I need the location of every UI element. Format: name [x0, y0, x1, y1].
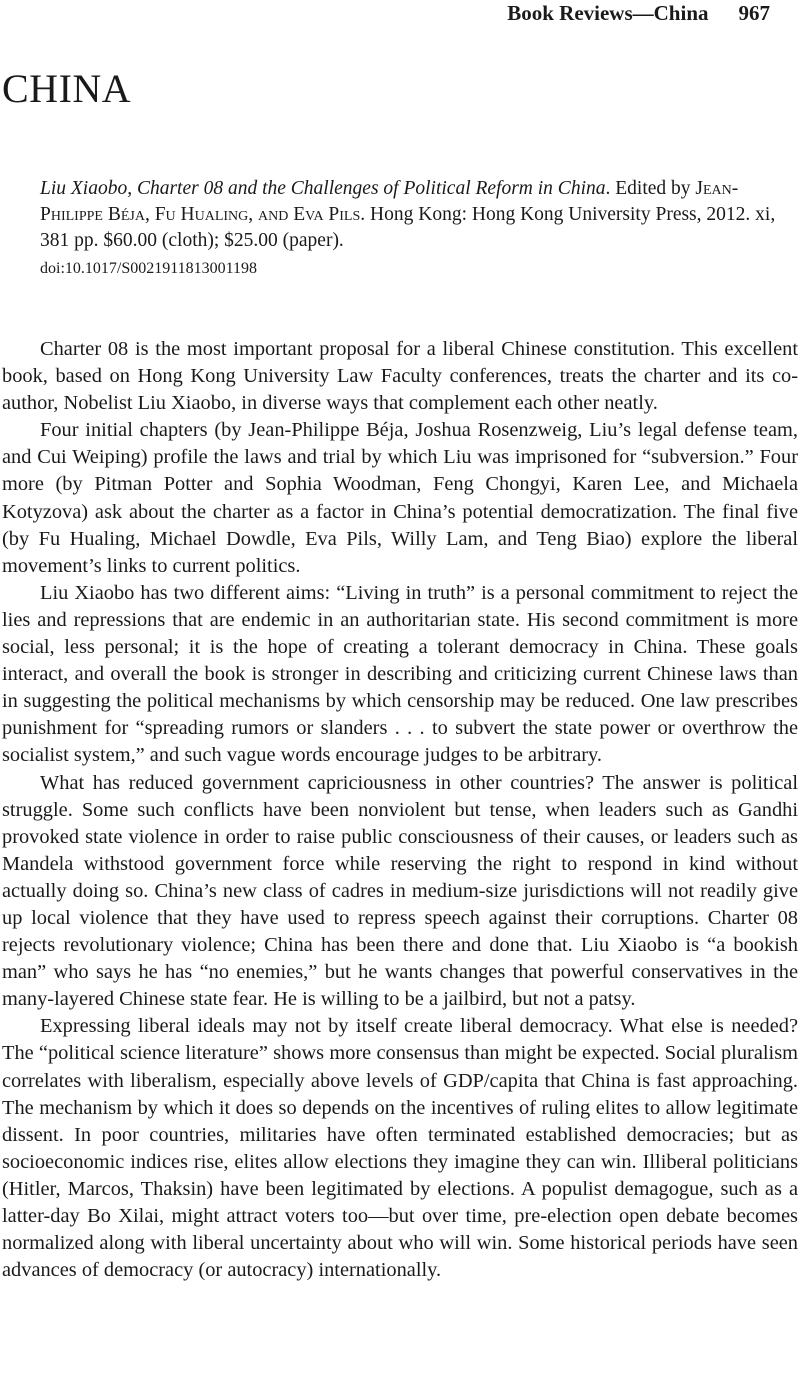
- paragraph: What has reduced government capriciousness in other countries? The answer is political struggle. Some such conflicts have been nonviolent but tense, when leaders such as Gandhi provoked state violence in order to raise public consciousness of their causes, or leaders such as Mandela withstood government force while reserving the right to respond in kind without actually doing so. China’s new class of cadres in medium-size jurisdictions will not readily give up local violence that they have used to repress speech against their corruptions. Charter 08 rejects revolutionary violence; China has been there and done that. Liu Xiaobo is “a bookish man” who says he has “no enemies,” but he wants changes that powerful conservatives in the many-layered Chinese state fear. He is willing to be a jailbird, but not a patsy.: [2, 771, 798, 1011]
- citation-publication: . Hong Kong: Hong Kong University Press, 2012. xi, 381 pp. $60.00 (cloth); $25.00 (paper).: [40, 204, 776, 251]
- citation-editors: Jean-Philippe Béja, Fu Hualing, and Eva Pils: [40, 178, 739, 225]
- paragraph: Liu Xiaobo has two different aims: “Living in truth” is a personal commitment to reject the lies and repressions that are endemic in an authoritarian state. His second commitment is more social, less personal; it is the hope of creating a tolerant democracy in China. These goals interact, and overall the book is stronger in describing and criticizing current Chinese laws than in suggesting the political mechanisms by which censorship may be reduced. One law prescribes punishment for “spreading rumors or slanders . . . to subvert the state power or overthrow the socialist system,” and such vague words encourage judges to be arbitrary.: [2, 581, 798, 767]
- paragraph: Four initial chapters (by Jean-Philippe Béja, Joshua Rosenzweig, Liu’s legal defense team, and Cui Weiping) profile the laws and trial by which Liu was imprisoned for “subversion.” Four more (by Pitman Potter and Sophia Woodman, Feng Chongyi, Karen Lee, and Michaela Kotyzova) ask about the charter as a factor in China’s potential democratization. The final five (by Fu Hualing, Michael Dowdle, Eva Pils, Willy Lam, and Teng Biao) explore the liberal movement’s links to current politics.: [2, 419, 798, 577]
- section-title: CHINA: [2, 66, 132, 111]
- doi: doi:10.1017/S0021911813001198: [40, 260, 258, 277]
- running-title: Book Reviews—China: [507, 1, 709, 25]
- paragraph: Expressing liberal ideals may not by itself create liberal democracy. What else is needed? The “political science literature” shows more consensus than might be expected. Social pluralism correlates with liberalism, especially above levels of GDP/capita that China is fast approaching. The mechanism by which it does so depends on the incentives of ruling elites to allow legitimate dissent. In poor countries, militaries have often terminated established democracies; but as socioeconomic indices rise, elites allow elections they imagine they can win. Illiberal politicians (Hitler, Marcos, Thaksin) have been legitimated by elections. A populist demagogue, such as a latter-day Bo Xilai, might attract voters too—but over time, pre-election open debate becomes normalized along with liberal uncertainty about who will win. Some historical periods have seen advances of democracy (or autocracy) internationally.: [2, 1015, 798, 1282]
- review-body: [2, 336, 798, 1284]
- running-head: [507, 0, 770, 26]
- paragraph: Charter 08 is the most important proposal for a liberal Chinese constitution. This excellent book, based on Hong Kong University Law Faculty conferences, treats the charter and its co-author, Nobelist Liu Xiaobo, in diverse ways that complement each other neatly.: [2, 338, 798, 415]
- citation-edited-by: . Edited by: [605, 178, 696, 199]
- book-title: Liu Xiaobo, Charter 08 and the Challenges of Political Reform in China: [40, 178, 606, 199]
- page-number: 967: [738, 1, 770, 25]
- book-citation: [40, 176, 780, 254]
